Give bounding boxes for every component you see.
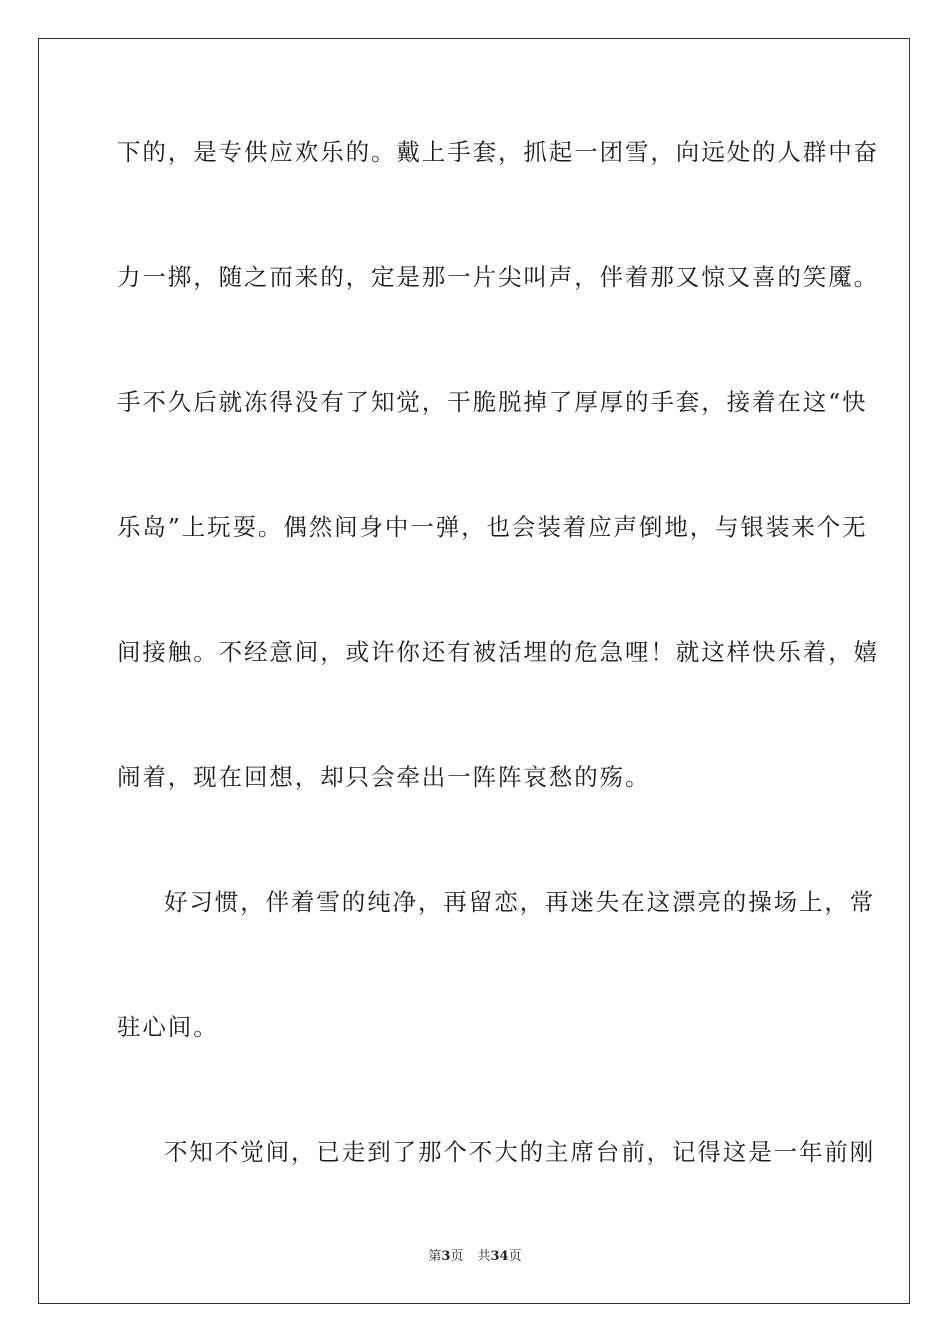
footer-total-suffix: 页: [508, 1249, 522, 1264]
page-footer: [0, 1248, 950, 1266]
paragraph-line-7: 好习惯，伴着雪的纯净，再留恋，再迷失在这漂亮的操场上，常: [164, 888, 876, 916]
paragraph-line-4: 乐岛”上玩耍。偶然间身中一弹，也会装着应声倒地，与银装来个无: [117, 513, 868, 541]
footer-total-prefix: 共: [477, 1249, 491, 1264]
paragraph-line-1: 下的，是专供应欢乐的。戴上手套，抓起一团雪，向远处的人群中奋: [117, 138, 879, 166]
paragraph-line-6: 闹着，现在回想，却只会牵出一阵阵哀愁的殇。: [117, 763, 651, 791]
paragraph-line-3: 手不久后就冻得没有了知觉，干脆脱掉了厚厚的手套，接着在这“快: [117, 388, 868, 416]
paragraph-line-8: 驻心间。: [117, 1013, 219, 1041]
footer-page-prefix: 第: [428, 1249, 442, 1264]
footer-page-number: 3: [441, 1249, 451, 1264]
paragraph-line-5: 间接触。不经意间，或许你还有被活埋的危急哩！就这样快乐着，嬉: [117, 638, 879, 666]
footer-total-number: 34: [490, 1249, 509, 1264]
paragraph-line-9: 不知不觉间，已走到了那个不大的主席台前，记得这是一年前刚: [164, 1138, 876, 1166]
footer-page-suffix: 页: [450, 1249, 464, 1264]
paragraph-line-2: 力一掷，随之而来的，定是那一片尖叫声，伴着那又惊又喜的笑魇。: [117, 263, 879, 291]
page-border: [38, 38, 910, 1304]
